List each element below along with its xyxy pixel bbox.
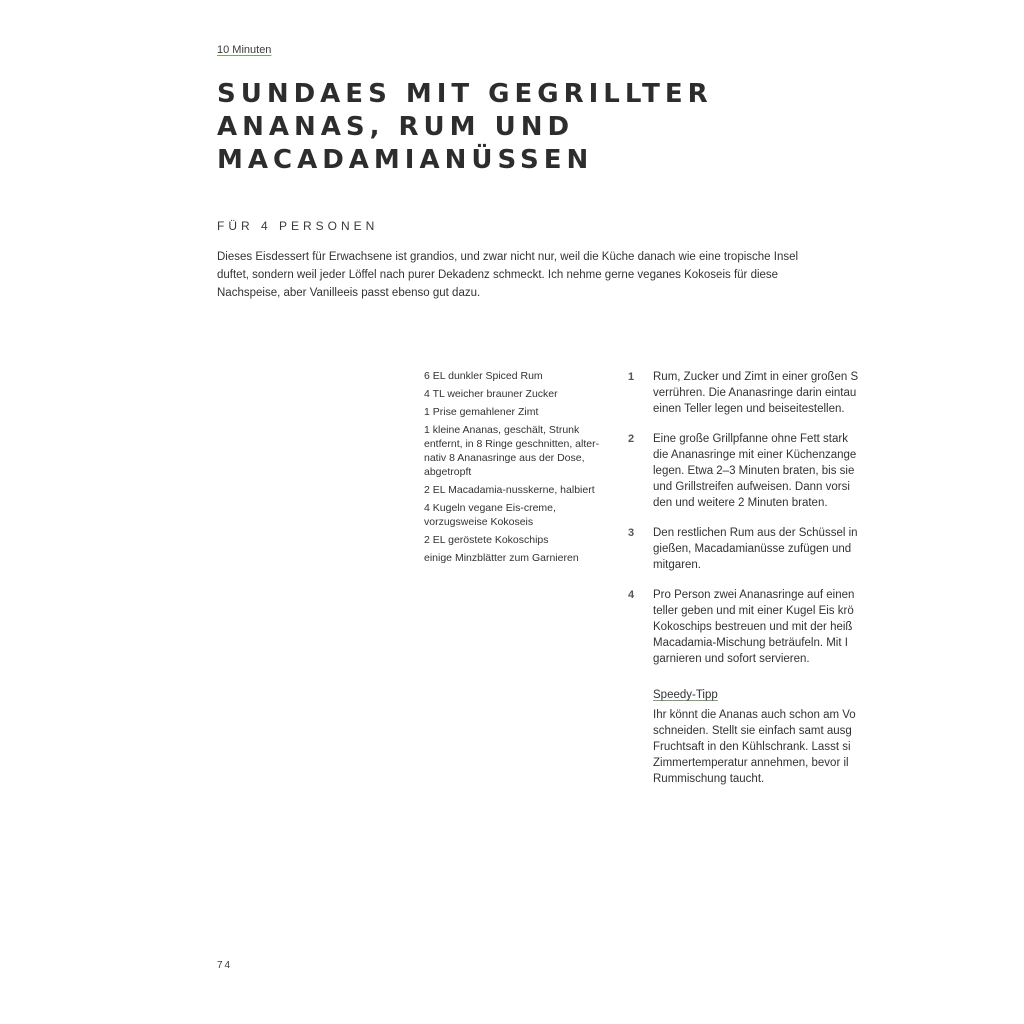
step-text	[653, 369, 926, 417]
tip-text	[653, 707, 926, 787]
step-line: Rum, Zucker und Zimt in einer großen S	[653, 371, 859, 383]
tip-line: Fruchtsaft in den Kühlschrank. Lasst si	[653, 741, 851, 753]
intro-paragraph: Dieses Eisdessert für Erwachsene ist grandios, und zwar nicht nur, weil die Küche danach wie eine tropische Insel duftet, sondern weil jeder Löffel nach purer Dekadenz schmeckt. Ich nehme gerne veganes Kokoseis für diese Nachspeise, aber Vanilleeis passt ebenso gut dazu.	[217, 251, 799, 299]
ingredient-item: 6 EL dunkler Spiced Rum	[424, 370, 543, 382]
step-line: teller geben und mit einer Kugel Eis krö	[653, 605, 854, 617]
ingredient-item: 4 TL weicher brauner Zucker	[424, 388, 558, 400]
recipe-title-line: SUNDAES MIT GEGRILLTER	[217, 79, 713, 109]
recipe-title	[217, 78, 777, 177]
servings-label: FÜR 4 PERSONEN	[217, 219, 379, 233]
tip-line: Rummischung taucht.	[653, 773, 765, 785]
step-text	[653, 587, 926, 667]
step-item	[628, 431, 926, 511]
step-line: die Ananasringe mit einer Küchenzange	[653, 449, 857, 461]
step-line: garnieren und sofort servieren.	[653, 653, 810, 665]
step-text	[653, 431, 926, 511]
step-line: Kokoschips bestreuen und mit der heiß	[653, 621, 853, 633]
speedy-tip	[653, 687, 926, 787]
ingredient-item: 1 Prise gemahlener Zimt	[424, 406, 539, 418]
step-item	[628, 587, 926, 667]
step-line: legen. Etwa 2–3 Minuten braten, bis sie	[653, 465, 855, 477]
tip-line: schneiden. Stellt sie einfach samt ausg	[653, 725, 852, 737]
step-line: verrühren. Die Ananasringe darin eintau	[653, 387, 857, 399]
step-line: Macadamia-Mischung beträufeln. Mit I	[653, 637, 848, 649]
step-line: den und weitere 2 Minuten braten.	[653, 497, 828, 509]
ingredient-item: einige Minzblätter zum Garnieren	[424, 552, 579, 564]
prep-time-label: 10 Minuten	[217, 44, 272, 56]
step-item	[628, 525, 926, 573]
instructions-column	[628, 369, 926, 809]
step-line: Pro Person zwei Ananasringe auf einen	[653, 589, 855, 601]
tip-title: Speedy-Tipp	[653, 689, 718, 701]
ingredient-item: 2 EL geröstete Kokoschips	[424, 534, 549, 546]
step-line: einen Teller legen und beiseitestellen.	[653, 403, 845, 415]
step-number: 2	[628, 433, 635, 445]
ingredient-list	[424, 369, 600, 569]
step-number: 3	[628, 527, 635, 539]
ingredient-item: 1 kleine Ananas, geschält, Strunk entfernt, in 8 Ringe geschnitten, alter-nativ 8 Ananasringe aus der Dose, abgetropft	[424, 424, 600, 478]
step-line: Den restlichen Rum aus der Schüssel in	[653, 527, 858, 539]
recipe-title-line: ANANAS, RUM UND	[217, 112, 575, 142]
step-line: Eine große Grillpfanne ohne Fett stark	[653, 433, 848, 445]
page-number: 74	[217, 960, 233, 971]
tip-line: Ihr könnt die Ananas auch schon am Vo	[653, 709, 856, 721]
step-number: 4	[628, 589, 635, 601]
recipe-title-line: MACADAMIANÜSSEN	[217, 145, 594, 175]
step-number: 1	[628, 371, 635, 383]
step-item	[628, 369, 926, 417]
step-line: und Grillstreifen aufweisen. Dann vorsi	[653, 481, 850, 493]
step-list	[628, 369, 926, 667]
ingredient-item: 2 EL Macadamia-nusskerne, halbiert	[424, 484, 595, 496]
ingredient-item: 4 Kugeln vegane Eis-creme, vorzugsweise Kokoseis	[424, 502, 556, 528]
tip-line: Zimmertemperatur annehmen, bevor il	[653, 757, 849, 769]
step-text	[653, 525, 926, 573]
step-line: mitgaren.	[653, 559, 701, 571]
step-line: gießen, Macadamianüsse zufügen und	[653, 543, 852, 555]
